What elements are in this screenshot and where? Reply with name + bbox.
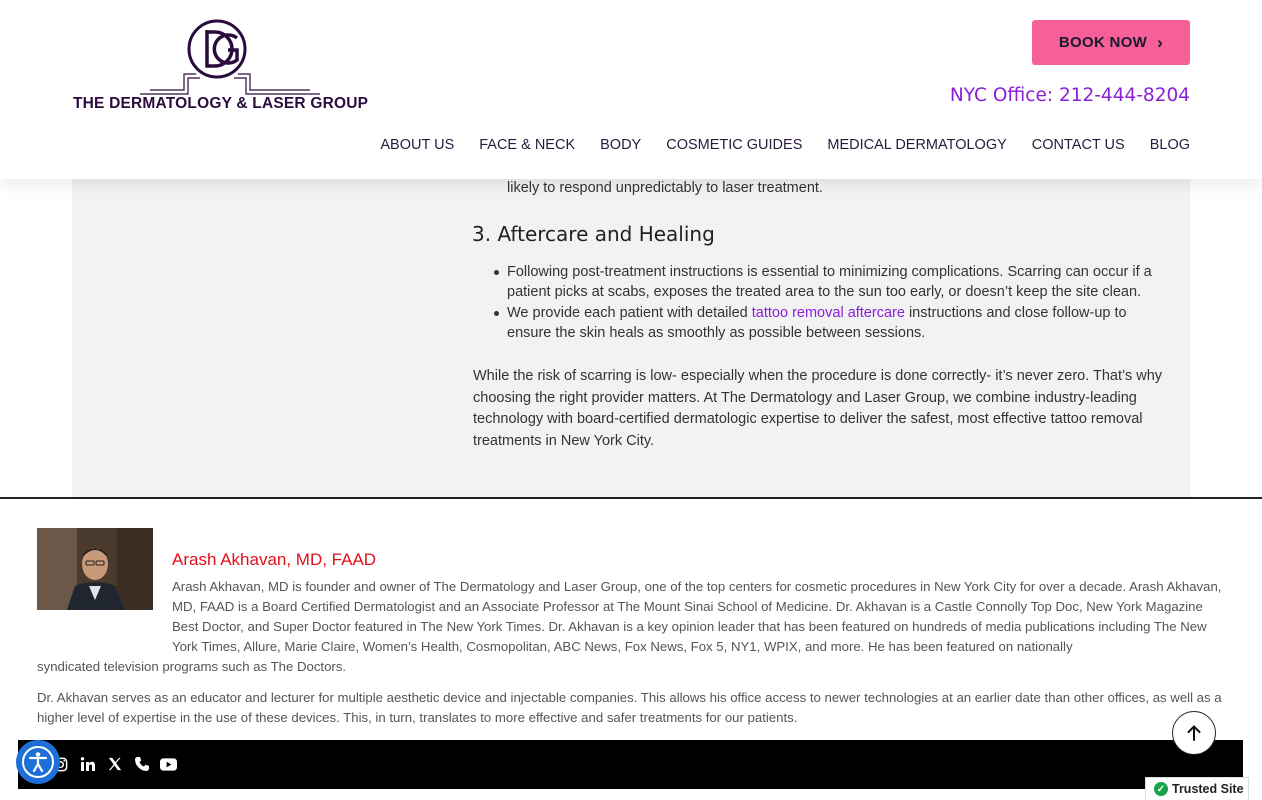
arrow-up-icon bbox=[1187, 725, 1201, 741]
linkedin-icon[interactable] bbox=[79, 752, 96, 776]
nav-contact-us[interactable]: CONTACT US bbox=[1031, 137, 1125, 153]
nav-face-neck[interactable]: FACE & NECK bbox=[479, 137, 576, 153]
author-bio-2: Dr. Akhavan serves as an educator and lecturer for multiple aesthetic device and injectable companies. This allows his office access to newer technologies at an earlier date than other offices, as well as a higher level of expertise in the use of these devices. This, in turn, translates to more effective and safer treatments for our patients. bbox=[37, 690, 1222, 725]
nav-blog[interactable]: BLOG bbox=[1149, 137, 1190, 153]
book-now-label: BOOK NOW bbox=[1058, 34, 1148, 51]
phone-icon[interactable] bbox=[133, 752, 150, 776]
social-links bbox=[52, 752, 177, 776]
checkmark-icon: ✓ bbox=[1154, 782, 1168, 796]
nav-cosmetic-guides[interactable]: COSMETIC GUIDES bbox=[666, 137, 803, 153]
trusted-site-badge[interactable] bbox=[1145, 777, 1249, 800]
footer-bar bbox=[18, 740, 1243, 789]
article-partial-line: likely to respond unpredictably to laser treatment. bbox=[507, 180, 823, 196]
nav-about-us[interactable]: ABOUT US bbox=[380, 137, 455, 153]
scroll-to-top-button[interactable] bbox=[1172, 711, 1216, 755]
accessibility-icon bbox=[21, 745, 55, 779]
list-item-text-pre: We provide each patient with detailed bbox=[507, 305, 752, 321]
author-name[interactable]: Arash Akhavan, MD, FAAD bbox=[172, 550, 377, 569]
article-paragraph: While the risk of scarring is low- especially when the procedure is done correctly- it’s never zero. That’s why choosing the right provider matters. At The Dermatology and Laser Group, we combine industry-leading technology with board-certified dermatologic expertise to deliver the safest, most effective tattoo removal treatments in New York City. bbox=[473, 368, 1163, 449]
nav-medical-dermatology[interactable]: MEDICAL DERMATOLOGY bbox=[827, 137, 1007, 153]
aftercare-link[interactable]: tattoo removal aftercare bbox=[751, 305, 905, 321]
trusted-site-label: Trusted Site bbox=[1172, 782, 1244, 796]
main-nav bbox=[380, 137, 1190, 153]
list-item bbox=[490, 262, 1170, 302]
list-item-text: Following post-treatment instructions is essential to minimizing complications. Scarring can occur if a patient picks at scabs, exposes the treated area to the sun too early, or doesn’t keep the site clean. bbox=[507, 264, 1152, 300]
book-now-button[interactable] bbox=[1032, 20, 1190, 65]
author-bio-1-end: syndicated television programs such as The Doctors. bbox=[37, 659, 347, 674]
section-heading: 3. Aftercare and Healing bbox=[472, 222, 715, 246]
nav-body[interactable]: BODY bbox=[600, 137, 642, 153]
chevron-right-icon: › bbox=[1157, 32, 1164, 52]
accessibility-button[interactable] bbox=[16, 740, 60, 784]
youtube-icon[interactable] bbox=[160, 752, 177, 776]
avatar bbox=[37, 528, 153, 610]
aftercare-list bbox=[490, 262, 1170, 344]
author-bio-1: Arash Akhavan, MD is founder and owner of The Dermatology and Laser Group, one of the top centers for cosmetic procedures in New York City for over a decade. Arash Akhavan, MD, FAAD is a Board Certified Dermatologist and an Associate Professor at The Mount Sinai School of Medicine. Dr. Akhavan is a Castle Connolly Top Doc, New York Magazine Best Doctor, and Super Doctor featured in The New York Times. Dr. Akhavan is a key opinion leader that has been featured on hundreds of media publications including The New York Times, Allure, Marie Claire, Women’s Health, Cosmopolitan, ABC News, Fox News, Fox 5, NY1, WPIX, and more. He has been featured on nationally bbox=[172, 579, 1222, 654]
list-item-text-post: instructions and close follow-up to ensure the skin heals as smoothly as possible between sessions. bbox=[507, 305, 1127, 341]
list-item bbox=[490, 303, 1170, 343]
logo-text[interactable]: THE DERMATOLOGY & LASER GROUP bbox=[73, 95, 369, 112]
site-header bbox=[0, 0, 1262, 179]
phone-number[interactable]: NYC Office: 212-444-8204 bbox=[949, 85, 1190, 106]
logo-mark-icon[interactable] bbox=[140, 16, 320, 100]
section-divider bbox=[0, 497, 1262, 499]
x-icon[interactable] bbox=[106, 752, 123, 776]
